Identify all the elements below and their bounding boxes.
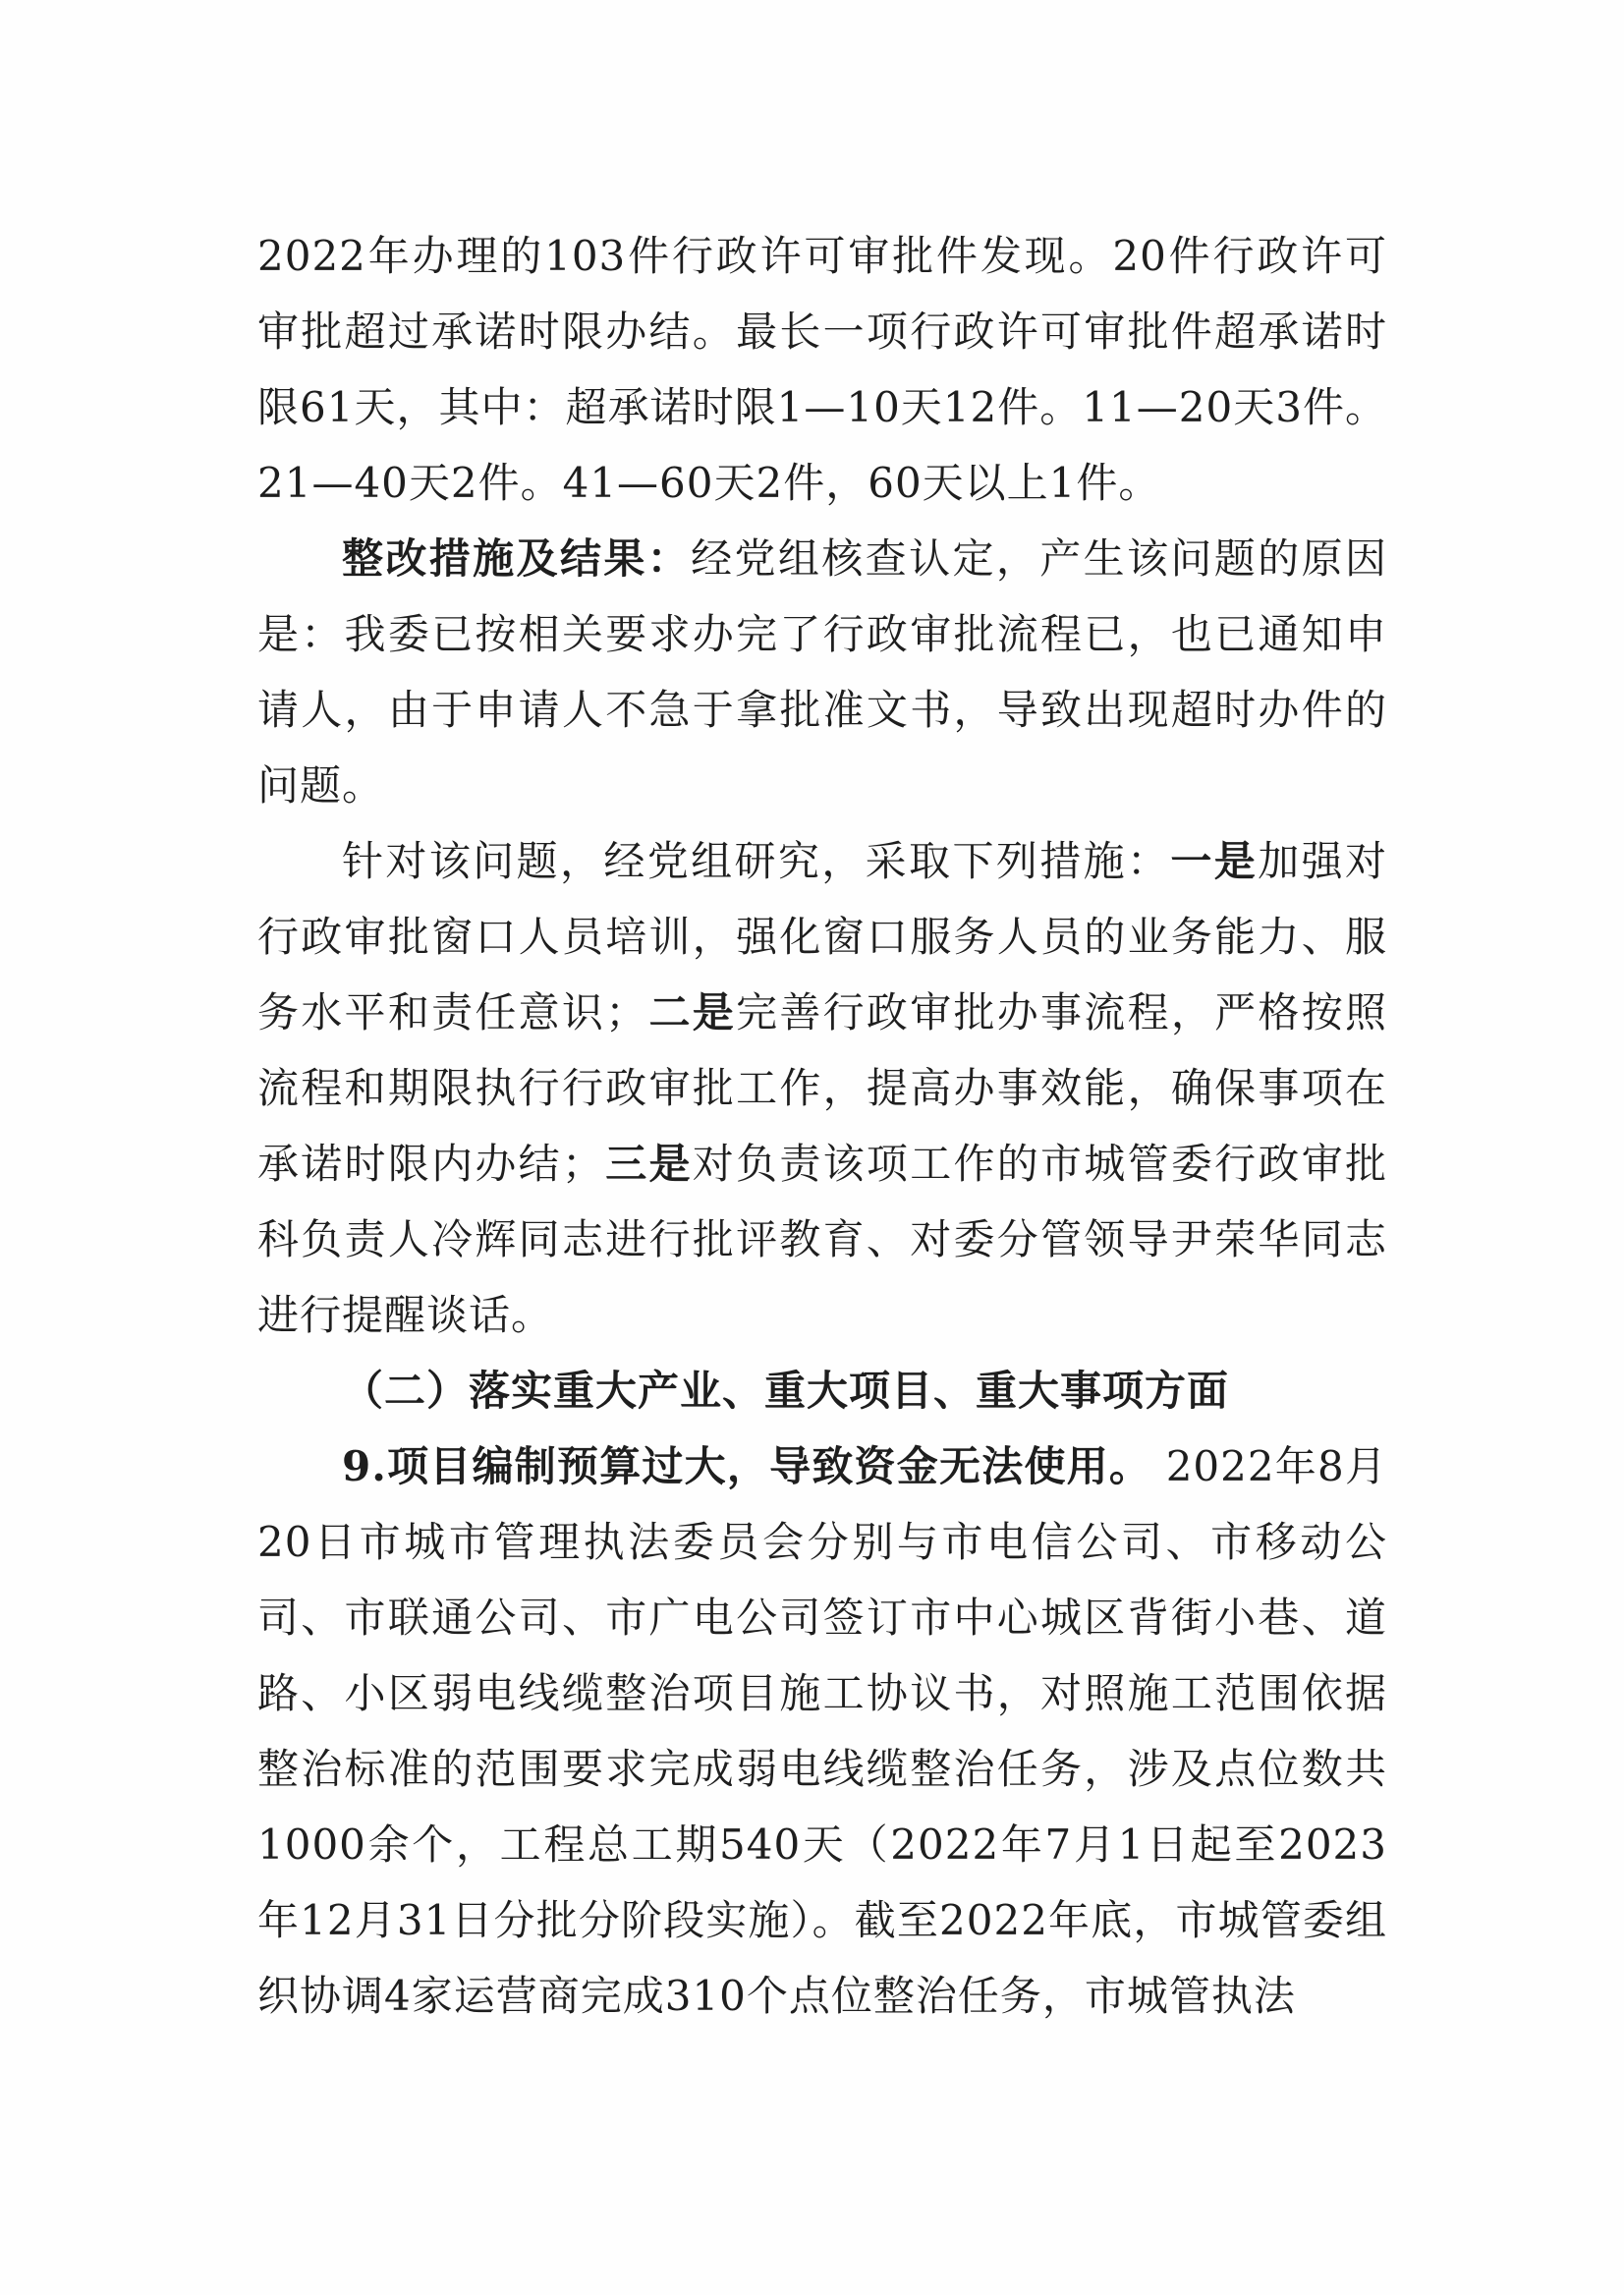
paragraph-text: 加强对行政审批窗口人员培训，强化窗口服务人员的业务能力、服务水平和责任意识； <box>257 837 1387 1036</box>
measure-marker-3: 三是 <box>603 1140 693 1188</box>
paragraph-text: 对负责该项工作的市城管委行政审批科负责人冷辉同志进行批评教育、对委分管领导尹荣华同志进行提醒谈话。 <box>257 1140 1387 1339</box>
measure-marker-2: 二是 <box>647 988 737 1036</box>
paragraph-text: 2022年办理的103件行政许可审批件发现。20件行政许可审批超过承诺时限办结。最长一项行政许可审批件超承诺时限61天，其中：超承诺时限1—10天12件。11—20天3件。21—40天2件。41—60天2件，60天以上1件。 <box>257 232 1387 507</box>
paragraph-measures <box>257 823 1387 1353</box>
paragraph-text: 针对该问题，经党组研究，采取下列措施： <box>342 837 1171 885</box>
paragraph-lead: 9.项目编制预算过大，导致资金无法使用。 <box>342 1442 1152 1490</box>
document-body <box>257 218 1387 2034</box>
section-heading: （二）落实重大产业、重大项目、重大事项方面 <box>342 1367 1230 1415</box>
paragraph-text: 经党组核查认定，产生该问题的原因是：我委已按相关要求办完了行政审批流程已，也已通知申请人，由于申请人不急于拿批准文书，导致出现超时办件的问题。 <box>257 534 1387 810</box>
paragraph-approval-overdue <box>257 218 1387 521</box>
paragraph-rectification-result <box>257 521 1387 823</box>
paragraph-text: 2022年8月20日市城市管理执法委员会分别与市电信公司、市移动公司、市联通公司、市广电公司签订市中心城区背街小巷、道路、小区弱电线缆整治项目施工协议书，对照施工范围依据整治标准的范围要求完成弱电线缆整治任务，涉及点位数共1000余个，工程总工期540天（2022年7月1日起至2023年12月31日分批分阶段实施）。截至2022年底，市城管委组织协调4家运营商完成310个点位整治任务，市城管执法 <box>257 1442 1387 2020</box>
measure-marker-1: 一是 <box>1170 837 1259 885</box>
paragraph-text: 完善行政审批办事流程，严格按照流程和期限执行行政审批工作，提高办事效能，确保事项在承诺时限内办结； <box>257 988 1387 1188</box>
paragraph-lead: 整改措施及结果： <box>342 534 692 583</box>
paragraph-item-9 <box>257 1428 1387 2034</box>
